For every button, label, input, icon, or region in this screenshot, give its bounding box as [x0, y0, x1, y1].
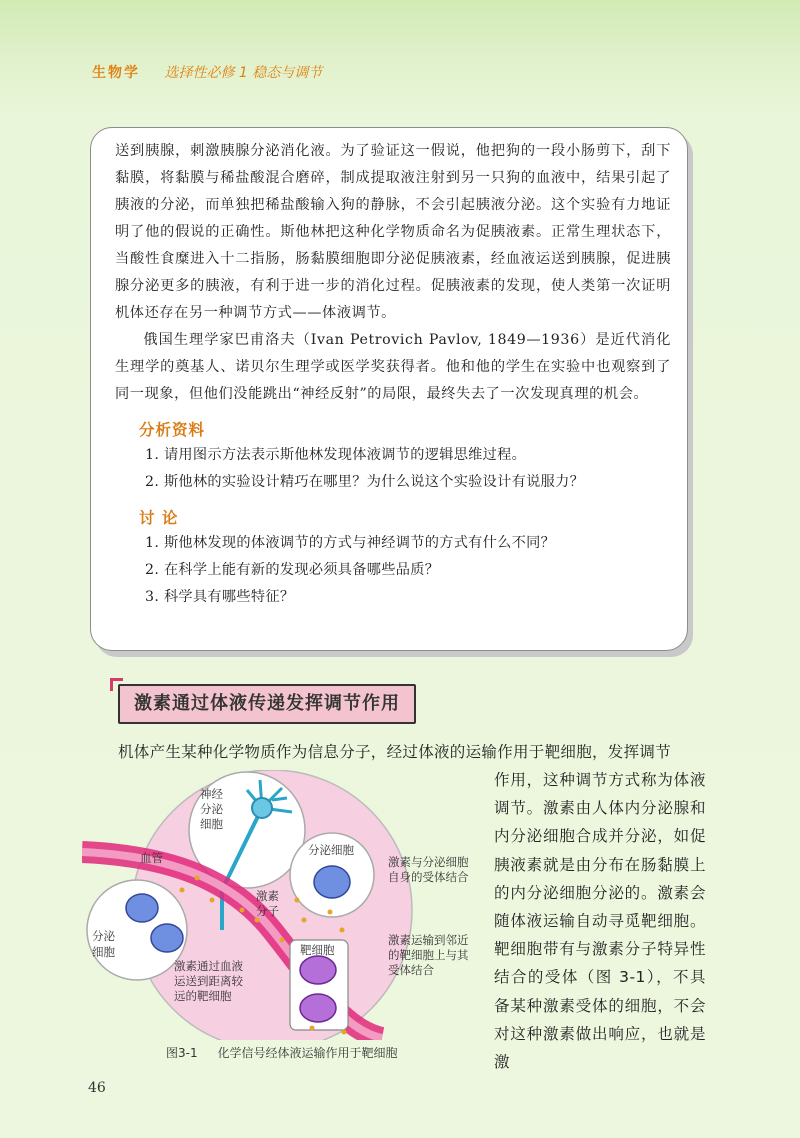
discussion-question-2: 2. 在科学上能有新的发现必须具备哪些品质？ — [145, 562, 440, 578]
body-first-line: 机体产生某种化学物质作为信息分子，经过体液的运输作用于靶细胞，发挥调节 — [118, 743, 672, 761]
page-number: 46 — [88, 1080, 106, 1096]
label-distant-2: 运送到距离较 — [174, 974, 243, 988]
discussion-heading: 讨 论 — [139, 509, 179, 527]
header-subject: 生物学 — [92, 65, 140, 81]
analysis-question-2: 2. 斯他林的实验设计精巧在哪里？为什么说这个实验设计有说服力？ — [145, 474, 585, 490]
label-vessel: 血管 — [140, 851, 163, 865]
label-secretory-left-1: 分泌 — [92, 929, 115, 943]
discussion-question-1: 1. 斯他林发现的体液调节的方式与神经调节的方式有什么不同？ — [145, 535, 556, 551]
analysis-heading: 分析资料 — [139, 421, 206, 439]
secretory-cell-left-2 — [151, 924, 183, 952]
label-secretory-top: 分泌细胞 — [308, 843, 354, 857]
label-hormone-2: 分子 — [256, 904, 279, 918]
label-distant-1: 激素通过血液 — [174, 959, 243, 973]
label-neuro-2: 分泌 — [200, 802, 223, 816]
secretory-cell-left-1 — [126, 894, 158, 922]
label-autocrine-1: 激素与分泌细胞 — [388, 855, 469, 869]
reading-box — [90, 127, 688, 651]
label-distant-3: 远的靶细胞 — [174, 989, 232, 1003]
figure-hormone-transport — [82, 770, 488, 1040]
target-cell-1 — [300, 956, 336, 984]
analysis-question-1: 1. 请用图示方法表示斯他林发现体液调节的逻辑思维过程。 — [145, 447, 527, 463]
section-title: 激素通过体液传递发挥调节作用 — [118, 684, 416, 724]
target-cell-2 — [300, 994, 336, 1022]
label-paracrine-1: 激素运输到邻近 — [388, 933, 469, 947]
running-header — [92, 62, 322, 82]
figure-caption — [166, 1044, 397, 1061]
discussion-question-3: 3. 科学具有哪些特征？ — [145, 589, 295, 605]
label-paracrine-2: 的靶细胞上与其 — [388, 948, 469, 962]
label-target-cell: 靶细胞 — [300, 943, 335, 957]
figure-caption-text: 化学信号经体液运输作用于靶细胞 — [217, 1046, 398, 1060]
label-secretory-left-2: 细胞 — [92, 945, 115, 959]
label-neuro-1: 神经 — [200, 787, 223, 801]
header-book-title: 选择性必修 1 稳态与调节 — [164, 65, 323, 81]
figure-number: 图3-1 — [166, 1046, 198, 1060]
label-neuro-3: 细胞 — [200, 817, 223, 831]
body-right-column: 作用，这种调节方式称为体液调节。激素由人体内分泌腺和内分泌细胞合成并分泌，如促胰液素就是由分布在肠黏膜上的内分泌细胞分泌的。激素会随体液运输自动寻觅靶细胞。靶细胞带有与激素分子特异性结合的受体（图 3-1），不具备某种激素受体的细胞，不会对这种激素做出响应，也就是激 — [494, 771, 706, 1072]
label-paracrine-3: 受体结合 — [388, 963, 434, 977]
label-hormone-1: 激素 — [256, 889, 279, 903]
label-autocrine-2: 自身的受体结合 — [388, 870, 469, 884]
box-paragraph-2: 俄国生理学家巴甫洛夫（Ivan Petrovich Pavlov, 1849—1936）是近代消化生理学的奠基人、诺贝尔生理学或医学奖获得者。他和他的学生在实验中也观察到了同一现象，但他们没能跳出“神经反射”的局限，最终失去了一次发现真理的机会。 — [115, 332, 671, 402]
secretory-cell-top — [314, 866, 350, 898]
box-paragraph-1: 送到胰腺，刺激胰腺分泌消化液。为了验证这一假说，他把狗的一段小肠剪下，刮下黏膜，将黏膜与稀盐酸混合磨碎，制成提取液注射到另一只狗的血液中，结果引起了胰液的分泌，而单独把稀盐酸输入狗的静脉，不会引起胰液分泌。这个实验有力地证明了他的假说的正确性。斯他林把这种化学物质命名为促胰液素。正常生理状态下，当酸性食糜进入十二指肠，肠黏膜细胞即分泌促胰液素，经血液运送到胰腺，促进胰腺分泌更多的胰液，有利于进一步的消化过程。促胰液素的发现，使人类第一次证明机体还存在另一种调节方式——体液调节。 — [115, 143, 671, 321]
